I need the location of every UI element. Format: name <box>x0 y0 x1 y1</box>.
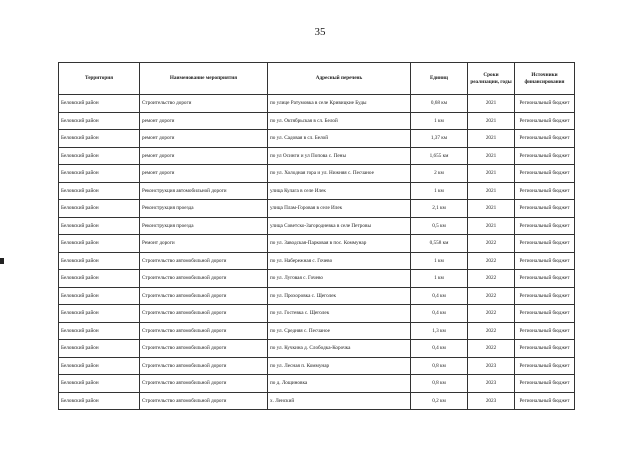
header-territory: Территория <box>59 63 140 95</box>
cell-territory: Беловский район <box>59 270 140 288</box>
table-row <box>59 95 575 113</box>
cell-address: по ул. Прохоровка с. Щеголек <box>268 287 411 305</box>
cell-activity: Строительство автомобильной дороги <box>140 340 268 358</box>
cell-year: 2022 <box>468 270 515 288</box>
cell-year: 2022 <box>468 235 515 253</box>
cell-address: по ул. Заводская-Парковая в пос. Коммунар <box>268 235 411 253</box>
cell-activity: Реконструкция автомобильной дороги <box>140 182 268 200</box>
cell-year: 2023 <box>468 375 515 393</box>
cell-funding: Региональный бюджет <box>515 200 575 218</box>
cell-activity: Строительство автомобильной дороги <box>140 322 268 340</box>
cell-activity: Строительство автомобильной дороги <box>140 270 268 288</box>
cell-address: по ул. Луговая с. Гочево <box>268 270 411 288</box>
cell-units: 1 км <box>411 112 468 130</box>
cell-territory: Беловский район <box>59 392 140 410</box>
cell-address: по ул. Октябрьская в сл. Белой <box>268 112 411 130</box>
cell-funding: Региональный бюджет <box>515 375 575 393</box>
cell-units: 1 км <box>411 182 468 200</box>
cell-units: 0,68 км <box>411 95 468 113</box>
cell-address: улица Советско-Загородневка в селе Петровы <box>268 217 411 235</box>
cell-activity: ремонт дороги <box>140 112 268 130</box>
program-table <box>58 62 575 410</box>
table-row <box>59 392 575 410</box>
cell-units: 0,4 км <box>411 340 468 358</box>
cell-territory: Беловский район <box>59 130 140 148</box>
cell-territory: Беловский район <box>59 305 140 323</box>
cell-territory: Беловский район <box>59 252 140 270</box>
table-row <box>59 357 575 375</box>
cell-funding: Региональный бюджет <box>515 235 575 253</box>
cell-year: 2021 <box>468 112 515 130</box>
cell-funding: Региональный бюджет <box>515 147 575 165</box>
table-header-row <box>59 63 575 95</box>
cell-units: 0,8 км <box>411 375 468 393</box>
cell-units: 1 км <box>411 252 468 270</box>
cell-activity: ремонт дороги <box>140 147 268 165</box>
header-funding: Источники финансирования <box>515 63 575 95</box>
cell-units: 2,1 км <box>411 200 468 218</box>
cell-territory: Беловский район <box>59 182 140 200</box>
cell-address: по улице Ратумовка в селе Кривицкие Буды <box>268 95 411 113</box>
cell-funding: Региональный бюджет <box>515 340 575 358</box>
cell-units: 1,3 км <box>411 322 468 340</box>
cell-units: 0,2 км <box>411 392 468 410</box>
cell-funding: Региональный бюджет <box>515 165 575 183</box>
cell-territory: Беловский район <box>59 322 140 340</box>
cell-year: 2022 <box>468 340 515 358</box>
cell-activity: Строительство автомобильной дороги <box>140 375 268 393</box>
cell-year: 2022 <box>468 287 515 305</box>
cell-address: по ул. Средняя с. Песчаное <box>268 322 411 340</box>
cell-year: 2022 <box>468 252 515 270</box>
cell-address: по ул. Кучкина д. Слободка-Корочка <box>268 340 411 358</box>
table-row <box>59 165 575 183</box>
cell-address: х. Ленский <box>268 392 411 410</box>
cell-funding: Региональный бюджет <box>515 357 575 375</box>
header-activity: Наименование мероприятия <box>140 63 268 95</box>
table-row <box>59 182 575 200</box>
cell-funding: Региональный бюджет <box>515 305 575 323</box>
cell-year: 2021 <box>468 130 515 148</box>
page-number: 35 <box>314 26 326 38</box>
cell-funding: Региональный бюджет <box>515 130 575 148</box>
table-row <box>59 130 575 148</box>
margin-mark <box>0 258 4 264</box>
cell-address: по ул. Лесная п. Коммунар <box>268 357 411 375</box>
cell-funding: Региональный бюджет <box>515 322 575 340</box>
cell-territory: Беловский район <box>59 147 140 165</box>
cell-year: 2023 <box>468 357 515 375</box>
cell-territory: Беловский район <box>59 217 140 235</box>
cell-units: 1,37 км <box>411 130 468 148</box>
cell-activity: Строительство автомобильной дороги <box>140 357 268 375</box>
cell-year: 2021 <box>468 200 515 218</box>
cell-activity: Строительство автомобильной дороги <box>140 287 268 305</box>
cell-units: 0,5 км <box>411 217 468 235</box>
cell-activity: Реконструкция проезда <box>140 217 268 235</box>
cell-territory: Беловский район <box>59 95 140 113</box>
table-row <box>59 252 575 270</box>
cell-address: по ул Осинги и ул Попова с. Пены <box>268 147 411 165</box>
table-row <box>59 200 575 218</box>
table-body <box>59 95 575 410</box>
cell-units: 1,655 км <box>411 147 468 165</box>
cell-activity: ремонт дороги <box>140 165 268 183</box>
cell-funding: Региональный бюджет <box>515 287 575 305</box>
cell-territory: Беловский район <box>59 165 140 183</box>
table-row <box>59 147 575 165</box>
cell-year: 2021 <box>468 165 515 183</box>
header-units: Единиц <box>411 63 468 95</box>
header-address: Адресный перечень <box>268 63 411 95</box>
table-row <box>59 217 575 235</box>
table-row <box>59 375 575 393</box>
cell-activity: Ремонт дороги <box>140 235 268 253</box>
cell-funding: Региональный бюджет <box>515 392 575 410</box>
cell-address: улица Плам-Горовая в селе Илек <box>268 200 411 218</box>
cell-units: 0,4 км <box>411 305 468 323</box>
cell-year: 2021 <box>468 182 515 200</box>
cell-territory: Беловский район <box>59 200 140 218</box>
cell-territory: Беловский район <box>59 287 140 305</box>
header-years: Сроки реализации, годы <box>468 63 515 95</box>
cell-territory: Беловский район <box>59 340 140 358</box>
cell-address: по ул. Холодная гора и ул. Нижняя с. Песчаное <box>268 165 411 183</box>
cell-funding: Региональный бюджет <box>515 182 575 200</box>
table-row <box>59 112 575 130</box>
cell-units: 0,4 км <box>411 287 468 305</box>
cell-year: 2022 <box>468 322 515 340</box>
cell-funding: Региональный бюджет <box>515 252 575 270</box>
cell-year: 2022 <box>468 305 515 323</box>
cell-units: 0,8 км <box>411 357 468 375</box>
cell-year: 2021 <box>468 95 515 113</box>
cell-units: 2 км <box>411 165 468 183</box>
table-row <box>59 305 575 323</box>
cell-funding: Региональный бюджет <box>515 95 575 113</box>
cell-territory: Беловский район <box>59 235 140 253</box>
cell-address: по ул. Набережная с. Гочево <box>268 252 411 270</box>
table-row <box>59 270 575 288</box>
cell-address: улица Кулага в селе Илек <box>268 182 411 200</box>
cell-units: 1 км <box>411 270 468 288</box>
cell-funding: Региональный бюджет <box>515 112 575 130</box>
cell-activity: Строительство автомобильной дороги <box>140 392 268 410</box>
cell-funding: Региональный бюджет <box>515 217 575 235</box>
cell-address: по ул. Гостевка с. Щеголек <box>268 305 411 323</box>
cell-activity: Строительство автомобильной дороги <box>140 252 268 270</box>
cell-activity: Строительство автомобильной дороги <box>140 305 268 323</box>
cell-territory: Беловский район <box>59 112 140 130</box>
cell-year: 2021 <box>468 147 515 165</box>
table-row <box>59 340 575 358</box>
cell-address: по ул. Садовая в сл. Белой <box>268 130 411 148</box>
cell-units: 0,558 км <box>411 235 468 253</box>
table-row <box>59 235 575 253</box>
cell-address: по д. Лощиновка <box>268 375 411 393</box>
cell-year: 2023 <box>468 392 515 410</box>
table-row <box>59 287 575 305</box>
cell-funding: Региональный бюджет <box>515 270 575 288</box>
table-row <box>59 322 575 340</box>
cell-activity: Строительство дороги <box>140 95 268 113</box>
cell-activity: ремонт дороги <box>140 130 268 148</box>
cell-year: 2021 <box>468 217 515 235</box>
cell-territory: Беловский район <box>59 357 140 375</box>
cell-activity: Реконструкция проезда <box>140 200 268 218</box>
cell-territory: Беловский район <box>59 375 140 393</box>
